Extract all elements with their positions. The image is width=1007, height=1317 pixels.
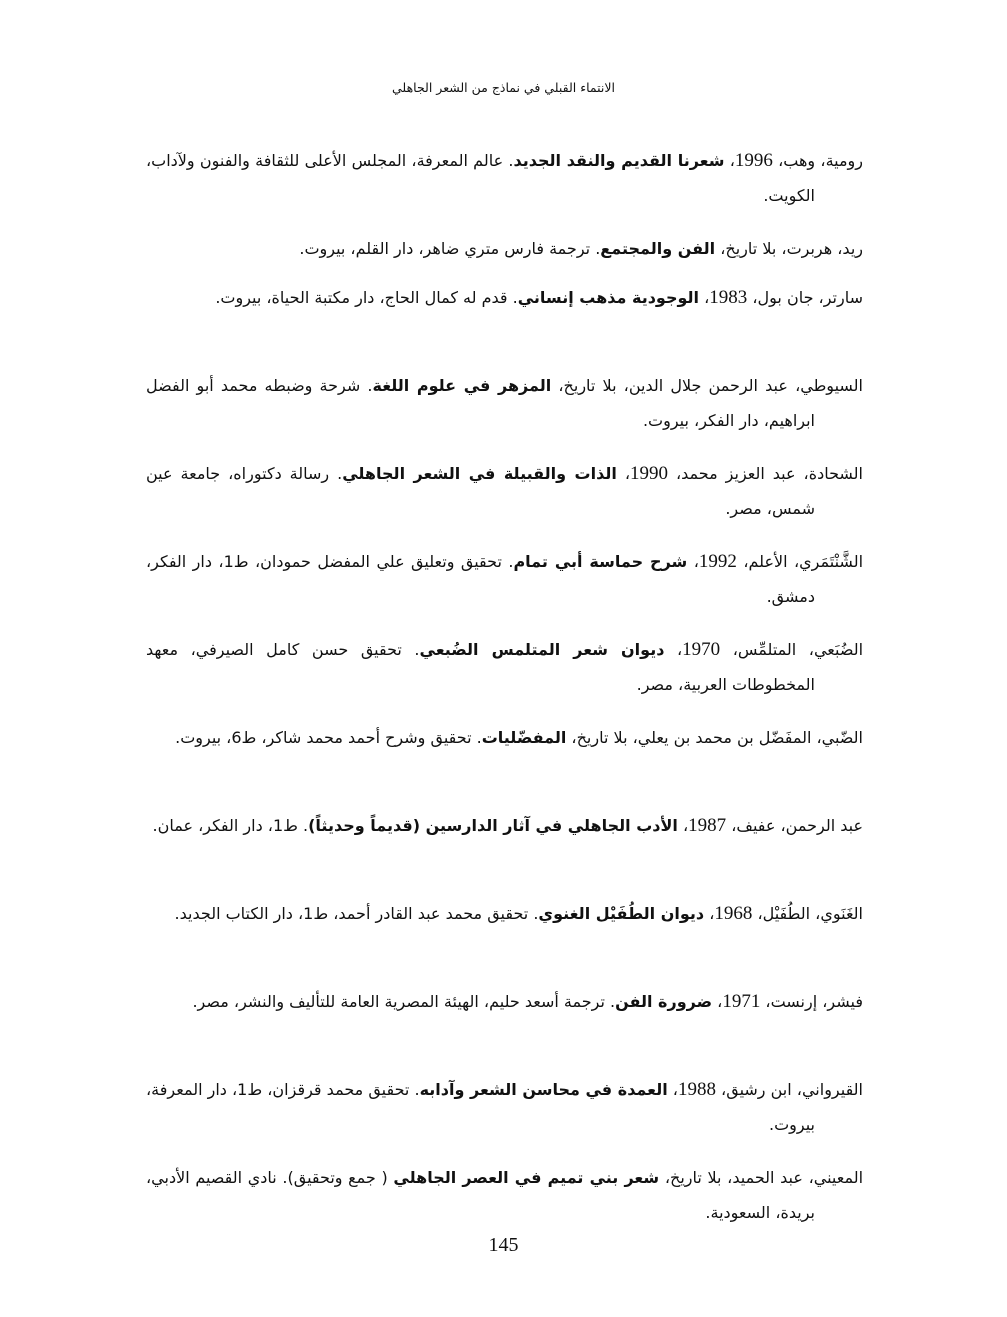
ref-author: فيشر، إرنست، bbox=[760, 992, 863, 1011]
ref-title: العمدة في محاسن الشعر وآدابه bbox=[419, 1080, 668, 1099]
ref-separator: ، bbox=[704, 904, 715, 923]
ref-publication: . عالم المعرفة، المجلس الأعلى للثقافة والفنون ولآداب، الكويت. bbox=[146, 151, 815, 205]
ref-year: 1990 bbox=[630, 463, 668, 484]
ref-author: الغَنَوي، الطُفَيْل، bbox=[752, 904, 863, 923]
ref-separator: ، bbox=[712, 992, 723, 1011]
ref-separator: ، bbox=[616, 464, 630, 483]
ref-title: شعر بني تميم في العصر الجاهلي bbox=[393, 1168, 660, 1187]
ref-author: الضُبَعي، المتلمِّس، bbox=[720, 640, 863, 659]
ref-publication: . تحقيق وتعليق علي المفضل حمودان، ط1، دار الفكر، دمشق. bbox=[146, 552, 815, 606]
reference-entry bbox=[146, 632, 863, 712]
ref-publication: . تحقيق محمد عبد القادر أحمد، ط1، دار الكتاب الجديد. bbox=[174, 904, 539, 923]
ref-author: عبد الرحمن، عفيف، bbox=[726, 816, 863, 835]
ref-publication: ( جمع وتحقيق). نادي القصيم الأدبي، بريدة، السعودية. bbox=[146, 1168, 815, 1222]
ref-separator: ، bbox=[664, 640, 683, 659]
ref-year: 1988 bbox=[677, 1079, 716, 1100]
ref-title: شعرنا القديم والنقد الجديد bbox=[513, 151, 725, 170]
ref-title: ديوان شعر المتلمس الضُبعي bbox=[419, 640, 665, 659]
ref-author: السيوطي، عبد الرحمن جلال الدين، بلا تاريخ، bbox=[551, 376, 863, 395]
reference-entry bbox=[146, 456, 863, 536]
ref-publication: . تحقيق محمد قرقزان، ط1، دار المعرفة، بيروت. bbox=[146, 1080, 815, 1134]
ref-separator: ، bbox=[677, 816, 689, 835]
ref-title: المفضّليات bbox=[481, 728, 567, 747]
reference-entry bbox=[146, 1160, 863, 1240]
ref-publication: . ترجمة فارس متري ضاهر، دار القلم، بيروت. bbox=[299, 239, 601, 258]
ref-publication: . ط1، دار الفكر، عمان. bbox=[152, 816, 309, 835]
ref-author: المعيني، عبد الحميد، بلا تاريخ، bbox=[659, 1168, 863, 1187]
ref-year: 1983 bbox=[709, 287, 748, 308]
ref-title: ضرورة الفن bbox=[615, 992, 713, 1011]
ref-title: الوجودية مذهب إنساني bbox=[517, 288, 700, 307]
ref-title: شرح حماسة أبي تمام bbox=[513, 552, 688, 571]
reference-entry bbox=[146, 280, 863, 360]
ref-publication: . تحقيق حسن كامل الصيرفي، معهد المخطوطات العربية، مصر. bbox=[146, 640, 815, 694]
reference-entry bbox=[146, 808, 863, 888]
ref-separator: ، bbox=[724, 151, 735, 170]
ref-year: 1971 bbox=[722, 991, 761, 1012]
ref-publication: . شرحة وضبطه محمد أبو الفضل ابراهيم، دار الفكر، بيروت. bbox=[146, 376, 815, 430]
ref-year: 1987 bbox=[688, 815, 727, 836]
ref-year: 1968 bbox=[714, 903, 753, 924]
ref-year: 1996 bbox=[734, 150, 773, 171]
ref-author: الشَّنْتَمَري، الأعلم، bbox=[736, 552, 863, 571]
ref-year: 1970 bbox=[682, 639, 721, 660]
ref-title: الذات والقبيلة في الشعر الجاهلي bbox=[342, 464, 617, 483]
bibliography-list bbox=[146, 143, 863, 1248]
reference-entry bbox=[146, 720, 863, 800]
reference-entry bbox=[146, 368, 863, 448]
reference-entry bbox=[146, 544, 863, 624]
reference-entry bbox=[146, 1072, 863, 1152]
reference-entry bbox=[146, 896, 863, 976]
page-number: 145 bbox=[488, 1234, 519, 1256]
ref-author: ريد، هربرت، بلا تاريخ، bbox=[715, 239, 863, 258]
reference-entry bbox=[146, 984, 863, 1064]
reference-entry bbox=[146, 143, 863, 223]
ref-publication: . تحقيق وشرح أحمد محمد شاكر، ط6، بيروت. bbox=[175, 728, 482, 747]
ref-title: الأدب الجاهلي في آثار الدارسين (قديماً وحديثاً) bbox=[308, 816, 678, 835]
ref-publication: . قدم له كمال الحاج، دار مكتبة الحياة، بيروت. bbox=[215, 288, 518, 307]
ref-publication: . رسالة دكتوراه، جامعة عين شمس، مصر. bbox=[146, 464, 815, 518]
ref-title: المزهر في علوم اللغة bbox=[372, 376, 552, 395]
ref-separator: ، bbox=[699, 288, 710, 307]
ref-author: القيرواني، ابن رشيق، bbox=[715, 1080, 863, 1099]
ref-publication: . ترجمة أسعد حليم، الهيئة المصرية العامة للتأليف والنشر، مصر. bbox=[192, 992, 616, 1011]
ref-year: 1992 bbox=[698, 551, 737, 572]
ref-title: ديوان الطُفَيْل الغنوي bbox=[538, 904, 705, 923]
ref-separator: ، bbox=[667, 1080, 678, 1099]
ref-author: الشحادة، عبد العزيز محمد، bbox=[668, 464, 863, 483]
ref-author: سارتر، جان بول، bbox=[747, 288, 863, 307]
reference-entry bbox=[146, 231, 863, 276]
ref-title: الفن والمجتمع bbox=[600, 239, 716, 258]
ref-author: الضّبي، المفَضّل بن محمد بن يعلي، بلا تاريخ، bbox=[566, 728, 863, 747]
running-header: الانتماء القبلي في نماذج من الشعر الجاهلي bbox=[392, 80, 615, 95]
ref-author: رومية، وهب، bbox=[772, 151, 863, 170]
ref-separator: ، bbox=[687, 552, 699, 571]
